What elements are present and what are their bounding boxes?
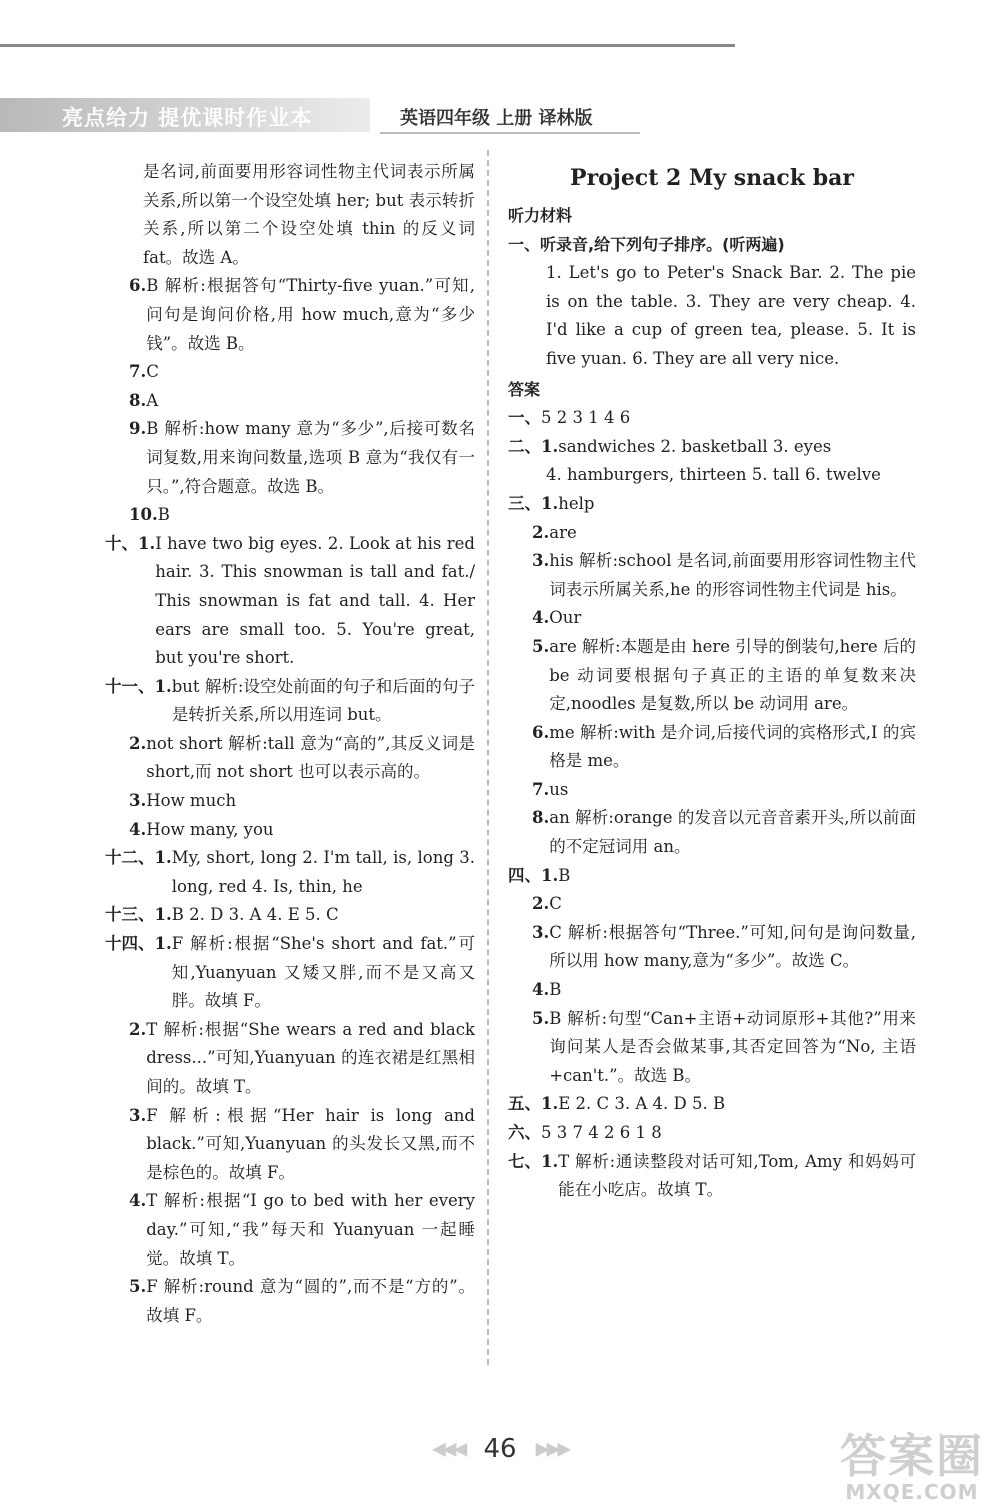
item-number: 4. <box>532 980 550 1000</box>
item-number: 4. <box>129 1191 147 1211</box>
answer-item <box>508 519 916 548</box>
item-number: 7. <box>129 362 147 382</box>
item-text: F 解析:根据“Her hair is long and black.”可知,Yuanyuan 的头发长又黑,而不是棕色的。故填 F。 <box>146 1105 475 1182</box>
watermark-logo: 答案圈 <box>840 1429 984 1483</box>
item-number: 3. <box>129 791 147 811</box>
item-text: B <box>549 980 562 1000</box>
item-number: 五、1. <box>508 1094 559 1114</box>
item-number: 8. <box>129 390 147 410</box>
page-number: 46 <box>483 1434 517 1464</box>
right-column <box>508 158 916 1205</box>
answer-item <box>105 158 475 272</box>
answer-item <box>508 490 916 519</box>
answer-item <box>105 358 475 387</box>
item-number: 2. <box>532 522 550 542</box>
answer-item <box>105 272 475 358</box>
answer-item <box>508 604 916 633</box>
item-number: 2. <box>129 733 147 753</box>
item-text: B 解析:句型“Can+主语+动词原形+其他?”用来询问某人是否会做某事,其否定回答为“No, 主语+can't.”。故选 B。 <box>549 1008 916 1085</box>
answer-item <box>508 461 916 490</box>
item-number: 十二、1. <box>105 848 172 868</box>
answer-item <box>508 1119 916 1148</box>
item-text: not short 解析:tall 意为“高的”,其反义词是 short,而 not short 也可以表示高的。 <box>146 733 475 782</box>
answer-item <box>105 844 475 901</box>
item-text: 5 3 7 4 2 6 1 8 <box>541 1123 662 1142</box>
item-number: 六、 <box>508 1123 541 1142</box>
item-text: T 解析:根据“She wears a red and black dress...”可知,Yuanyuan 的连衣裙是红黑相间的。故填 T。 <box>146 1019 475 1096</box>
item-text: C <box>549 894 562 914</box>
answer-item <box>508 404 916 433</box>
item-text: F 解析:round 意为“圆的”,而不是“方的”。故填 F。 <box>146 1277 475 1325</box>
answer-item <box>105 787 475 816</box>
answer-item <box>508 776 916 805</box>
item-number: 6. <box>532 722 550 742</box>
item-number: 5. <box>129 1277 147 1297</box>
answer-item <box>105 673 475 730</box>
item-text: sandwiches 2. basketball 3. eyes <box>558 436 832 456</box>
answer-item <box>105 930 475 1016</box>
item-number: 2. <box>532 894 550 914</box>
item-number: 三、1. <box>508 493 559 513</box>
answer-item <box>508 804 916 861</box>
item-text: but 解析:设空处前面的句子和后面的句子是转折关系,所以用连词 but。 <box>171 676 475 725</box>
item-text: help <box>558 493 595 513</box>
listening-text: 1. Let's go to Peter's Snack Bar. 2. The pie is on the table. 3. They are very cheap. 4. I'd like a cup of green tea, please. 5. It is five yuan. 6. They are all very nice. <box>546 263 916 368</box>
item-text: B 解析:how many 意为“多少”,后接可数名词复数,用来询问数量,选项 B 意为“我仅有一只。”,符合题意。故选 B。 <box>146 419 475 496</box>
item-text: us <box>549 779 569 799</box>
listening-heading: 听力材料 <box>508 206 573 225</box>
answer-item <box>508 547 916 604</box>
item-text: are <box>549 522 577 542</box>
item-text: his 解析:school 是名词,前面要用形容词性物主代词表示所属关系,he 的形容词性物主代词是 his。 <box>549 551 916 599</box>
item-text: F 解析:根据“She's short and fat.”可知,Yuanyuan 又矮又胖,而不是又高又胖。故填 F。 <box>171 934 475 1011</box>
item-number: 5. <box>532 636 550 656</box>
answer-item <box>508 919 916 976</box>
item-text: B 解析:根据答句“Thirty-five yuan.”可知,问句是询问价格,用 how much,意为“多少钱”。故选 B。 <box>146 276 475 353</box>
answers-heading: 答案 <box>508 379 541 399</box>
item-number: 四、1. <box>508 865 559 885</box>
item-number: 3. <box>532 551 550 571</box>
item-text: How much <box>146 791 237 811</box>
item-text: A <box>146 390 159 410</box>
item-text: T 解析:根据“I go to bed with her every day.”可知,“我”每天和 Yuanyuan 一起睡觉。故填 T。 <box>146 1191 475 1268</box>
item-number: 3. <box>129 1105 147 1125</box>
item-text: C <box>146 362 159 382</box>
answer-item <box>508 1005 916 1091</box>
item-text: are 解析:本题是由 here 引导的倒装句,here 后的 be 动词要根据句子真正的主语的单复数来决定,noodles 是复数,所以 be 动词用 are。 <box>549 636 916 714</box>
answer-item <box>105 901 475 930</box>
item-number: 3. <box>532 922 550 942</box>
item-text: 4. hamburgers, thirteen 5. tall 6. twelve <box>546 465 881 485</box>
answer-item <box>105 816 475 845</box>
answer-item <box>508 1148 916 1205</box>
item-number: 9. <box>129 419 147 439</box>
item-number: 二、1. <box>508 436 559 456</box>
item-number: 十、1. <box>105 533 156 553</box>
item-number: 5. <box>532 1008 550 1028</box>
answer-item <box>508 890 916 919</box>
item-text: B <box>157 505 170 525</box>
project-title: Project 2 My snack bar <box>570 165 854 191</box>
answer-item <box>105 1187 475 1273</box>
answer-item <box>105 730 475 787</box>
top-rule <box>0 44 735 47</box>
answer-item <box>105 530 475 673</box>
item-text: T 解析:通读整段对话可知,Tom, Amy 和妈妈可能在小吃店。故填 T。 <box>558 1151 916 1200</box>
item-number: 4. <box>532 608 550 628</box>
item-number: 7. <box>532 779 550 799</box>
item-number: 七、1. <box>508 1151 559 1171</box>
page-header <box>0 98 1000 132</box>
item-text: B <box>558 865 571 885</box>
answer-item <box>508 719 916 776</box>
item-number: 一、 <box>508 408 541 428</box>
answer-item <box>508 433 916 462</box>
item-text: E 2. C 3. A 4. D 5. B <box>558 1094 726 1114</box>
item-number: 十四、1. <box>105 934 172 954</box>
header-underline <box>380 132 640 134</box>
column-divider <box>487 150 489 1365</box>
answer-item <box>105 1102 475 1188</box>
answer-item <box>105 387 475 416</box>
item-text: My, short, long 2. I'm tall, is, long 3. long, red 4. Is, thin, he <box>171 848 475 896</box>
answer-item <box>508 633 916 719</box>
answer-item <box>508 1090 916 1119</box>
item-number: 8. <box>532 808 550 828</box>
item-number: 十一、1. <box>105 676 172 696</box>
answer-item <box>105 1016 475 1102</box>
item-text: 是名词,前面要用形容词性物主代词表示所属关系,所以第一个设空处填 her; but 表示转折关系,所以第二个设空处填 thin 的反义词 fat。故选 A。 <box>143 162 475 267</box>
answer-item <box>508 862 916 891</box>
arrow-right-icon: ▶▶▶ <box>535 1438 569 1460</box>
answer-item <box>105 415 475 501</box>
answer-item <box>105 501 475 530</box>
listening-task: 一、听录音,给下列句子排序。(听两遍) <box>508 234 785 254</box>
item-number: 十三、1. <box>105 905 172 925</box>
item-number: 2. <box>129 1019 147 1039</box>
watermark-url: MXQE.COM <box>845 1480 979 1504</box>
series-title: 亮点给力 提优课时作业本 <box>62 106 313 130</box>
item-text: C 解析:根据答句“Three.”可知,问句是询问数量,所以用 how many,意为“多少”。故选 C。 <box>549 922 916 971</box>
book-title: 英语四年级 上册 译林版 <box>400 108 593 129</box>
item-number: 10. <box>129 505 158 525</box>
item-number: 6. <box>129 276 147 296</box>
item-text: an 解析:orange 的发音以元音音素开头,所以前面的不定冠词用 an。 <box>549 808 916 857</box>
answer-item <box>105 1273 475 1330</box>
item-text: How many, you <box>146 819 274 839</box>
item-number: 4. <box>129 819 147 839</box>
item-text: me 解析:with 是介词,后接代词的宾格形式,I 的宾格是 me。 <box>549 722 916 771</box>
item-text: 5 2 3 1 4 6 <box>541 408 631 428</box>
item-text: Our <box>549 608 582 628</box>
watermark <box>840 1420 984 1504</box>
answer-item <box>508 976 916 1005</box>
answer-list <box>508 404 916 1205</box>
arrow-left-icon: ◀◀◀ <box>431 1438 465 1460</box>
item-text: B 2. D 3. A 4. E 5. C <box>171 905 339 925</box>
left-column <box>105 158 475 1330</box>
item-text: I have two big eyes. 2. Look at his red hair. 3. This snowman is tall and fat./ This snowman is fat and tall. 4. Her ears are small too. 5. You're great, but you're short. <box>155 533 475 668</box>
